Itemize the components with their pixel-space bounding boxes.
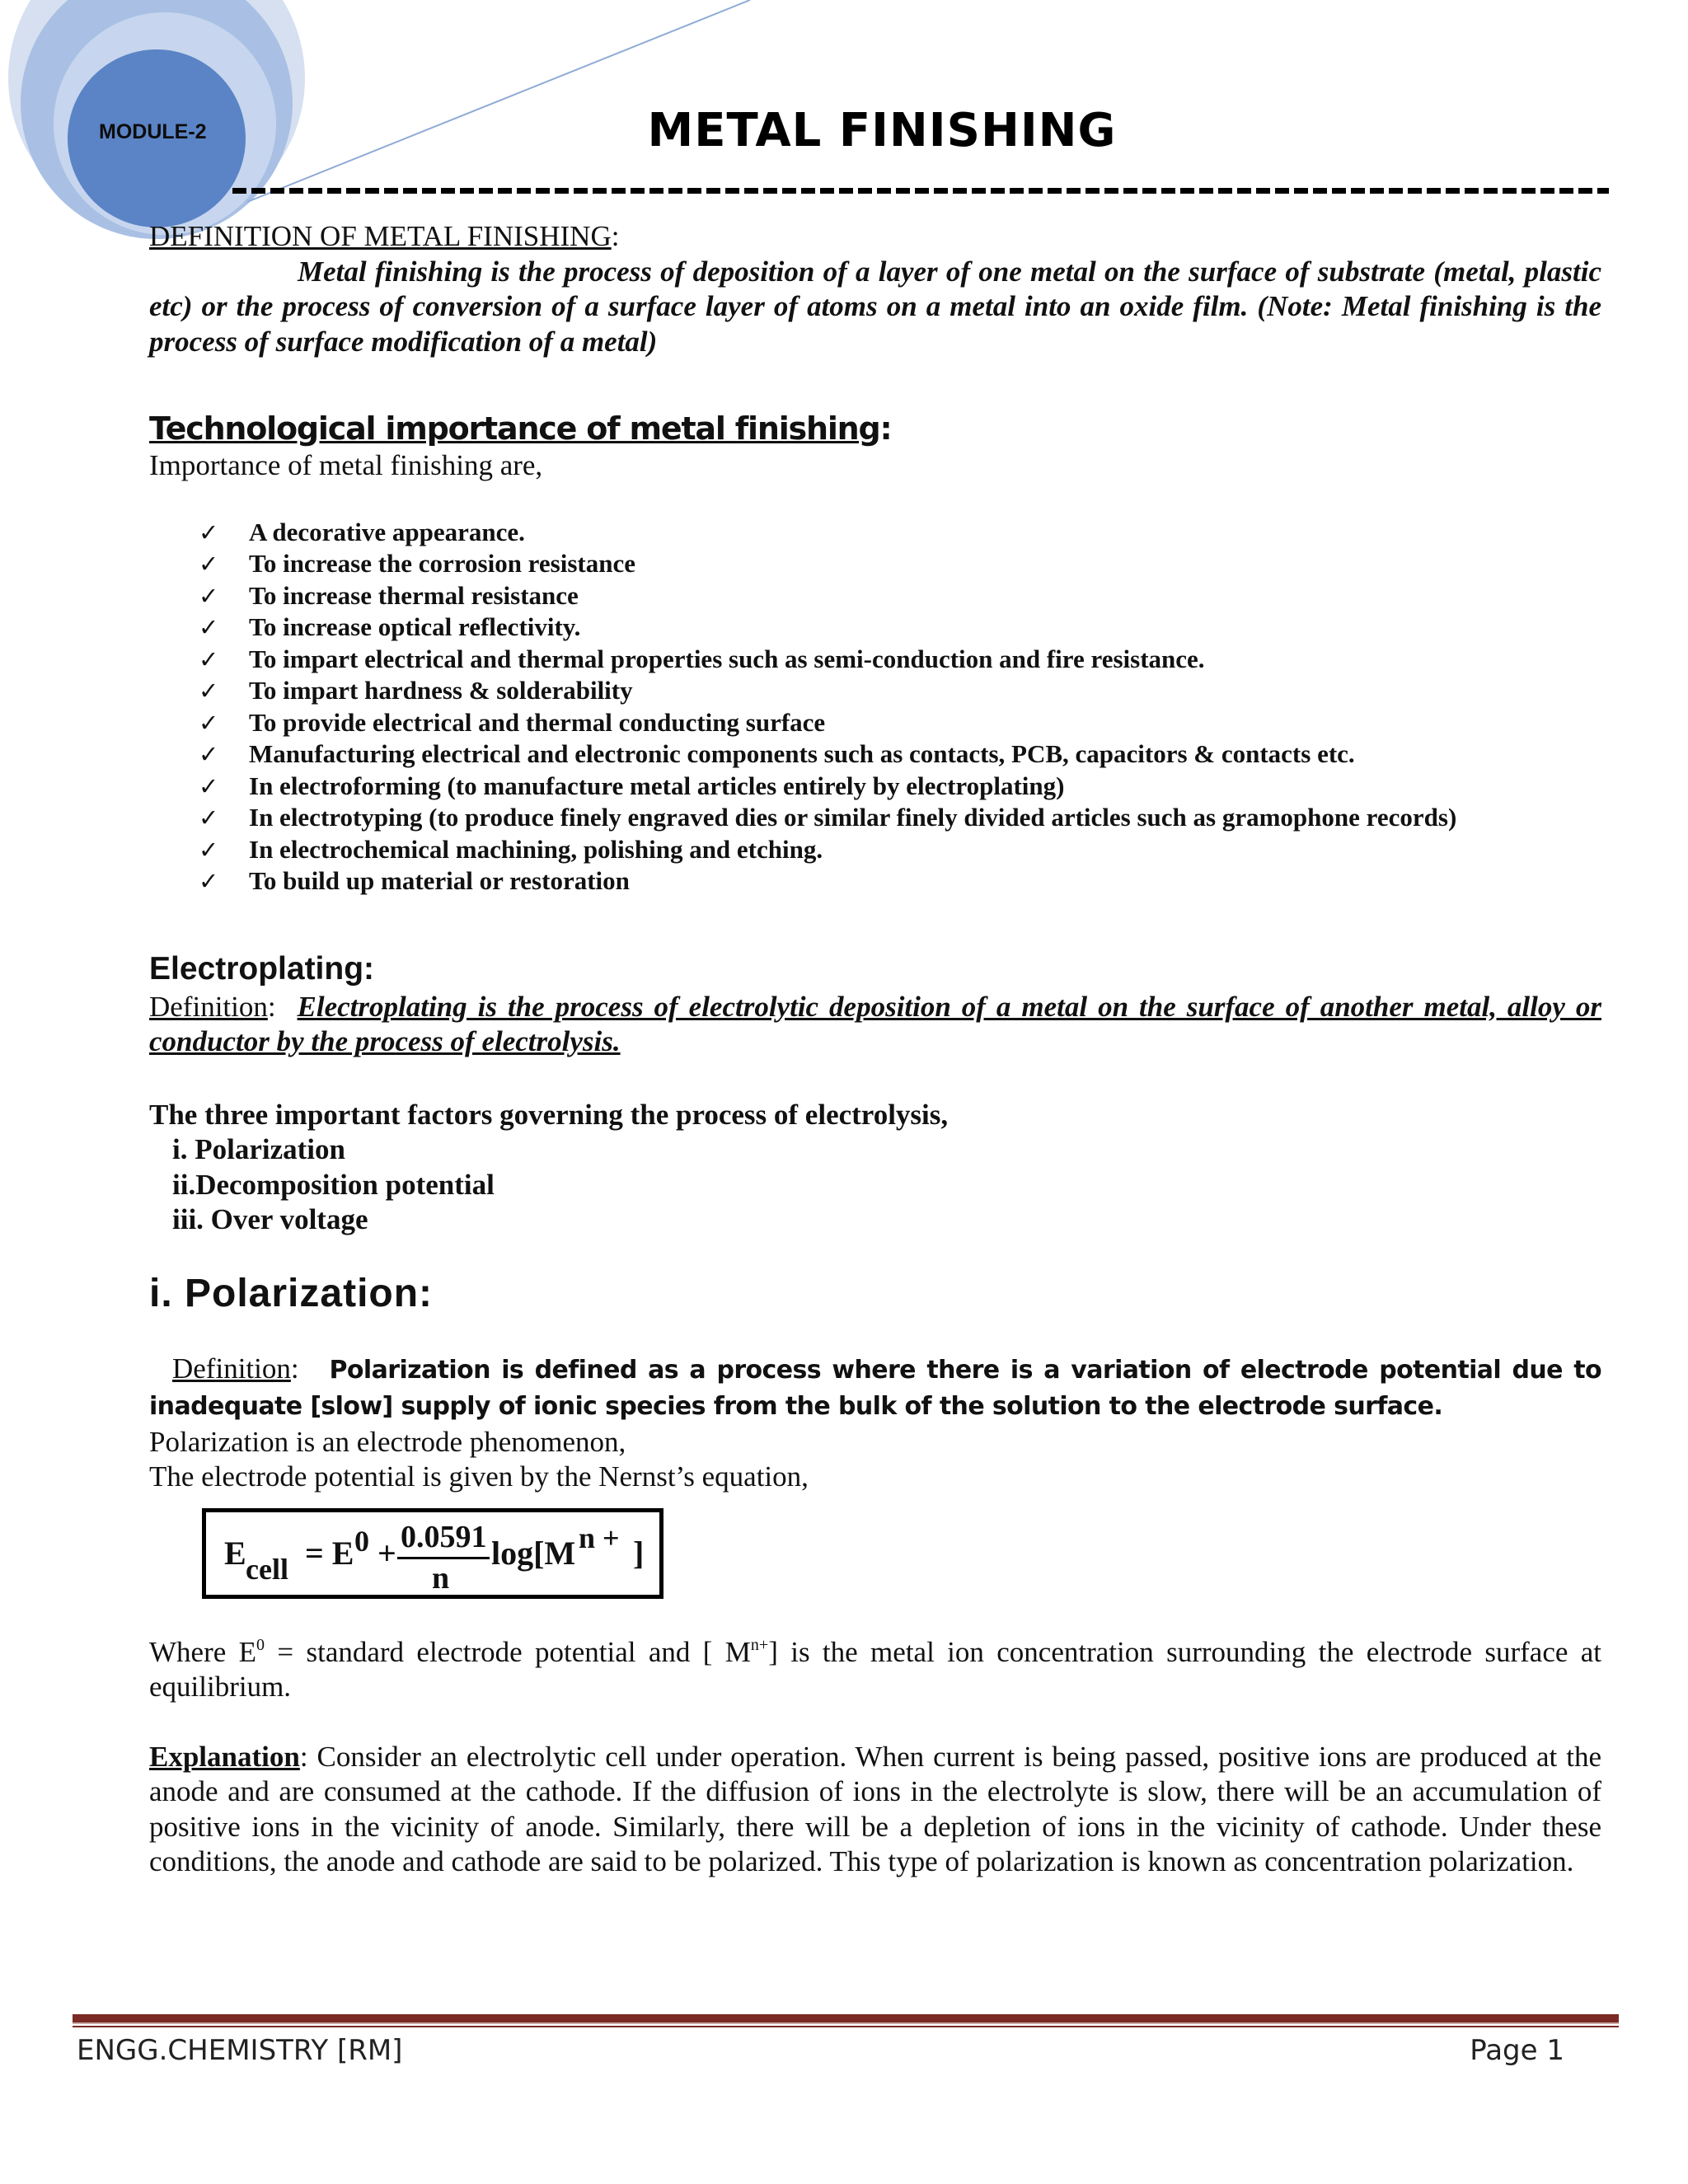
factors-block [149,1098,1601,1238]
polarization-heading: i. Polarization: [149,1271,434,1315]
explanation-label: Explanation [149,1740,300,1773]
check-icon: ✓ [199,550,219,578]
check-icon: ✓ [199,581,219,610]
check-icon: ✓ [199,518,219,546]
eq-fraction-bar [397,1557,490,1559]
eq-numerator: 0.0591 [401,1519,487,1554]
eq-cell-subscript: cell [246,1552,288,1586]
factor-item: iii. Over voltage [172,1203,368,1235]
diagonal-accent-line [247,0,750,202]
polarization-def-text: Polarization is defined as a process where there is a variation of electrode potential due to inadequate [slow] supply of ionic species from the bulk of the solution to the electrode surface. [149,1355,1602,1421]
list-item: ✓ To impart electrical and thermal properties such as semi-conduction and fire resistance. [149,644,1601,676]
document-body [149,219,1601,1880]
definition-heading: DEFINITION OF METAL FINISHING [149,220,612,252]
where-paragraph: Where $E^0$ = standard electrode potential and [ $M^{n+}$] is the metal ion concentration surrounding the electrode surface at equilibrium. [149,1635,1602,1703]
eq-log-term: log[M [491,1534,576,1572]
explanation-paragraph [149,1740,1601,1880]
footer-rule [73,2014,1619,2024]
list-item: ✓ To provide electrical and thermal conducting surface [149,707,1601,739]
electroplating-def-label: Definition [149,990,268,1023]
module-label: MODULE-2 [99,120,207,143]
nernst-equation-box [202,1508,663,1599]
footer-rule-thin [73,2026,1619,2027]
eq-plus: + [377,1534,396,1572]
check-icon: ✓ [199,644,219,673]
footer-course: ENGG.CHEMISTRY [RM] [77,2034,403,2067]
electroplating-def-colon: : [267,990,276,1023]
eq-denominator: n [432,1560,450,1596]
definition-heading-colon: : [611,220,620,252]
list-item: ✓ In electrotyping (to produce finely engraved dies or similar finely divided articles such as gramophone records) [149,802,1601,834]
check-icon: ✓ [199,677,219,705]
where-superscript-0: 0 [256,1635,265,1654]
eq-charge-superscript: n + [579,1521,620,1554]
list-item: ✓ Manufacturing electrical and electronic components such as contacts, PCB, capacitors & contacts etc. [149,738,1601,771]
electroplating-def-text: Electroplating is the process of electrolytic deposition of a metal on the surface of another metal, alloy or conductor by the process of electrolysis. [149,990,1601,1057]
technological-heading-line [149,409,1601,448]
list-item: ✓ To impart hardness & solderability [149,675,1601,707]
polarization-definition [149,1352,1601,1425]
polarization-def-colon: : [290,1352,299,1385]
check-icon: ✓ [199,835,219,864]
electroplating-definition [149,990,1601,1060]
list-item: ✓ To increase optical reflectivity. [149,612,1601,644]
definition-text: Metal finishing is the process of deposition of a layer of one metal on the surface of substrate (metal, plastic etc) or the process of conversion of a surface layer of atoms on a metal into an oxide film. (Note: Metal finishing is the process of surface modification of a metal) [149,255,1601,358]
technological-heading: Technological importance of metal finishing [149,410,880,447]
factors-intro: The three important factors governing the process of electrolysis, [149,1098,949,1131]
list-item: ✓ To increase the corrosion resistance [149,548,1601,580]
eq-equals-E: = E [305,1534,354,1572]
eq-E: E [224,1534,246,1572]
eq-zero-superscript: 0 [354,1524,369,1558]
explanation-colon: : [299,1740,308,1773]
technological-heading-colon: : [879,410,892,447]
polarization-line-2: The electrode potential is given by the Nernst’s equation, [149,1460,809,1493]
check-icon: ✓ [199,740,219,768]
eq-close-bracket: ] [633,1534,645,1572]
polarization-def-label: Definition [172,1352,291,1385]
importance-list [149,517,1601,898]
list-item: ✓ A decorative appearance. [149,517,1601,549]
list-item: ✓ To increase thermal resistance [149,580,1601,612]
page-number: Page 1 [1470,2034,1564,2067]
technological-intro: Importance of metal finishing are, [149,449,543,481]
factor-item: i. Polarization [172,1133,345,1165]
electroplating-heading: Electroplating: [149,950,375,987]
check-icon: ✓ [199,708,219,737]
check-icon: ✓ [199,771,219,800]
list-item: ✓ To build up material or restoration [149,865,1601,898]
page-title: METAL FINISHING [647,104,1117,157]
polarization-line-1: Polarization is an electrode phenomenon, [149,1425,626,1458]
definition-heading-line [149,219,1601,255]
check-icon: ✓ [199,867,219,895]
check-icon: ✓ [199,613,219,641]
list-item: ✓ In electrochemical machining, polishing and etching. [149,834,1601,866]
check-icon: ✓ [199,804,219,832]
factor-item: ii.Decomposition potential [172,1168,495,1201]
where-superscript-nplus: n+ [750,1635,769,1654]
list-item: ✓ In electroforming (to manufacture metal articles entirely by electroplating) [149,771,1601,803]
explanation-text: Consider an electrolytic cell under operation. When current is being passed, positive ions are produced at the anode and are consumed at the cathode. If the diffusion of ions in the electrolyte is slow, there will be an accumulation of positive ions in the vicinity of anode. Similarly, there will be a depletion of ions in the vicinity of cathode. Under these conditions, the anode and cathode are said to be polarized. This type of polarization is known as concentration polarization. [149,1740,1601,1877]
dashed-divider [232,188,1609,194]
